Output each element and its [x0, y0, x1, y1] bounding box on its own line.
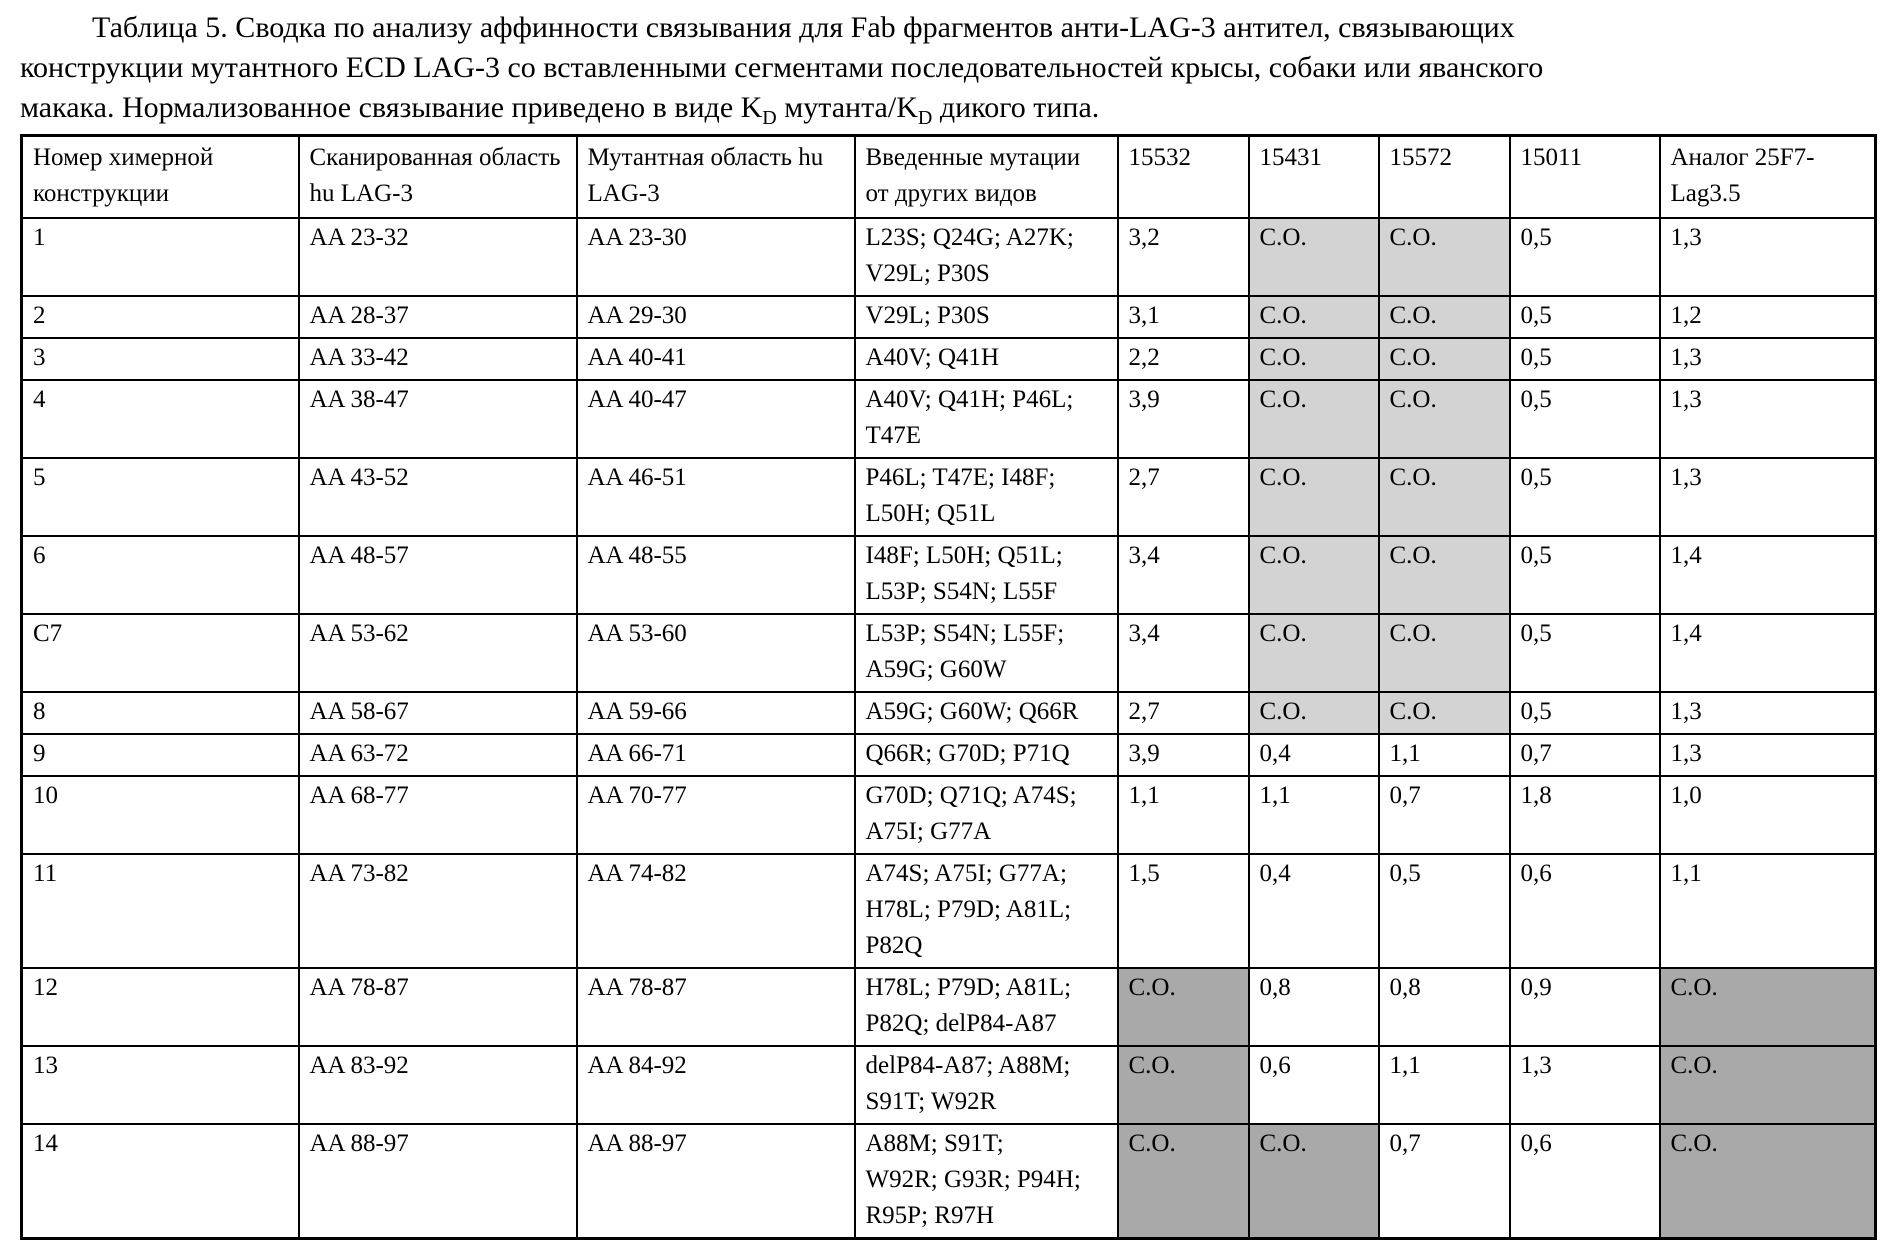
cell-mutant-region: AA 23-30 — [577, 218, 855, 296]
cell-mutations: A88M; S91T; W92R; G93R; P94H; R95P; R97H — [855, 1124, 1118, 1239]
cell-value: С.О. — [1118, 1124, 1249, 1239]
cell-value: 0,7 — [1379, 776, 1510, 854]
cell-scanned-region: AA 28-37 — [299, 296, 577, 338]
cell-scanned-region: AA 73-82 — [299, 854, 577, 968]
cell-value: 3,4 — [1118, 536, 1249, 614]
cell-construct-number: 10 — [22, 776, 299, 854]
cell-value: 0,4 — [1249, 734, 1379, 776]
cell-scanned-region: AA 33-42 — [299, 338, 577, 380]
cell-value: С.О. — [1379, 380, 1510, 458]
cell-mutant-region: AA 78-87 — [577, 968, 855, 1046]
caption-line-3 — [20, 88, 1865, 128]
cell-construct-number: C7 — [22, 614, 299, 692]
cell-value: 3,1 — [1118, 296, 1249, 338]
table-header — [22, 136, 1876, 219]
caption-line-1: Таблица 5. Сводка по анализу аффинности связывания для Fab фрагментов анти-LAG-3 антител, связывающих — [92, 11, 1515, 44]
cell-value: С.О. — [1249, 380, 1379, 458]
cell-value: С.О. — [1379, 692, 1510, 734]
cell-construct-number: 4 — [22, 380, 299, 458]
cell-value: С.О. — [1660, 968, 1876, 1046]
cell-value: 0,8 — [1249, 968, 1379, 1046]
table-row — [22, 692, 1876, 734]
cell-value: С.О. — [1379, 296, 1510, 338]
cell-construct-number: 11 — [22, 854, 299, 968]
cell-value: 0,5 — [1510, 536, 1660, 614]
column-header-construct-number: Номер химерной конструкции — [22, 136, 299, 219]
table-caption — [20, 8, 1865, 128]
cell-mutant-region: AA 66-71 — [577, 734, 855, 776]
cell-value: 0,6 — [1510, 854, 1660, 968]
cell-construct-number: 12 — [22, 968, 299, 1046]
cell-scanned-region: AA 78-87 — [299, 968, 577, 1046]
table-row — [22, 854, 1876, 968]
cell-value: 1,0 — [1660, 776, 1876, 854]
cell-mutations: A74S; A75I; G77A; H78L; P79D; A81L; P82Q — [855, 854, 1118, 968]
cell-mutant-region: AA 84-92 — [577, 1046, 855, 1124]
cell-construct-number: 2 — [22, 296, 299, 338]
cell-value: С.О. — [1379, 218, 1510, 296]
column-header-15532: 15532 — [1118, 136, 1249, 219]
cell-value: 1,3 — [1660, 380, 1876, 458]
cell-mutant-region: AA 46-51 — [577, 458, 855, 536]
cell-value: 3,9 — [1118, 734, 1249, 776]
cell-value: С.О. — [1249, 218, 1379, 296]
cell-construct-number: 9 — [22, 734, 299, 776]
cell-value: С.О. — [1660, 1124, 1876, 1239]
cell-value: С.О. — [1118, 968, 1249, 1046]
cell-construct-number: 14 — [22, 1124, 299, 1239]
cell-scanned-region: AA 38-47 — [299, 380, 577, 458]
cell-value: С.О. — [1249, 338, 1379, 380]
cell-scanned-region: AA 43-52 — [299, 458, 577, 536]
cell-value: 0,5 — [1510, 692, 1660, 734]
cell-value: 2,2 — [1118, 338, 1249, 380]
column-header-introduced-mutations: Введенные мутации от других видов — [855, 136, 1118, 219]
cell-scanned-region: AA 58-67 — [299, 692, 577, 734]
cell-value: 1,4 — [1660, 614, 1876, 692]
kd-subscript: D — [762, 107, 777, 129]
cell-mutant-region: AA 70-77 — [577, 776, 855, 854]
cell-value: 0,5 — [1510, 296, 1660, 338]
cell-value: 0,5 — [1510, 218, 1660, 296]
cell-value: С.О. — [1249, 458, 1379, 536]
cell-construct-number: 8 — [22, 692, 299, 734]
cell-value: С.О. — [1249, 536, 1379, 614]
table-row — [22, 776, 1876, 854]
cell-value: 1,3 — [1660, 218, 1876, 296]
kd-subscript: D — [917, 107, 933, 129]
cell-mutations: I48F; L50H; Q51L; L53P; S54N; L55F — [855, 536, 1118, 614]
cell-value: 1,1 — [1379, 734, 1510, 776]
cell-value: 3,4 — [1118, 614, 1249, 692]
cell-scanned-region: AA 68-77 — [299, 776, 577, 854]
table-row — [22, 218, 1876, 296]
affinity-table — [20, 134, 1877, 1240]
cell-value: 0,7 — [1379, 1124, 1510, 1239]
cell-value: С.О. — [1379, 536, 1510, 614]
cell-value: 0,8 — [1379, 968, 1510, 1046]
cell-value: 3,9 — [1118, 380, 1249, 458]
cell-mutations: A59G; G60W; Q66R — [855, 692, 1118, 734]
table-row — [22, 296, 1876, 338]
cell-construct-number: 1 — [22, 218, 299, 296]
cell-value: 0,5 — [1510, 614, 1660, 692]
cell-mutations: L23S; Q24G; A27K; V29L; P30S — [855, 218, 1118, 296]
cell-scanned-region: AA 88-97 — [299, 1124, 577, 1239]
cell-construct-number: 5 — [22, 458, 299, 536]
cell-value: С.О. — [1660, 1046, 1876, 1124]
cell-scanned-region: AA 48-57 — [299, 536, 577, 614]
cell-value: С.О. — [1249, 296, 1379, 338]
cell-value: 0,5 — [1510, 338, 1660, 380]
cell-value: 2,7 — [1118, 458, 1249, 536]
caption-line-3-text: макака. Нормализованное связывание приведено в виде K — [20, 91, 763, 124]
cell-scanned-region: AA 23-32 — [299, 218, 577, 296]
cell-mutations: A40V; Q41H; P46L; T47E — [855, 380, 1118, 458]
cell-value: 1,5 — [1118, 854, 1249, 968]
cell-mutations: delP84-A87; A88M; S91T; W92R — [855, 1046, 1118, 1124]
cell-mutations: G70D; Q71Q; A74S; A75I; G77A — [855, 776, 1118, 854]
cell-value: 1,1 — [1249, 776, 1379, 854]
cell-value: С.О. — [1249, 1124, 1379, 1239]
table-row — [22, 614, 1876, 692]
cell-value: 1,2 — [1660, 296, 1876, 338]
cell-mutant-region: AA 48-55 — [577, 536, 855, 614]
table-row — [22, 338, 1876, 380]
cell-value: С.О. — [1379, 338, 1510, 380]
caption-line-3-tail: дикого типа. — [932, 91, 1100, 124]
column-header-15431: 15431 — [1249, 136, 1379, 219]
cell-value: 0,5 — [1379, 854, 1510, 968]
table-row — [22, 536, 1876, 614]
header-row — [22, 136, 1876, 219]
cell-value: 0,5 — [1510, 380, 1660, 458]
column-header-analog-25f7: Аналог 25F7-Lag3.5 — [1660, 136, 1876, 219]
cell-value: 3,2 — [1118, 218, 1249, 296]
table-row — [22, 968, 1876, 1046]
cell-mutant-region: AA 53-60 — [577, 614, 855, 692]
cell-mutant-region: AA 74-82 — [577, 854, 855, 968]
cell-scanned-region: AA 63-72 — [299, 734, 577, 776]
cell-construct-number: 6 — [22, 536, 299, 614]
cell-mutant-region: AA 29-30 — [577, 296, 855, 338]
cell-value: С.О. — [1249, 614, 1379, 692]
cell-scanned-region: AA 53-62 — [299, 614, 577, 692]
cell-value: С.О. — [1249, 692, 1379, 734]
column-header-scanned-region: Сканированная область hu LAG-3 — [299, 136, 577, 219]
cell-mutations: V29L; P30S — [855, 296, 1118, 338]
cell-value: 0,4 — [1249, 854, 1379, 968]
cell-value: 1,3 — [1660, 458, 1876, 536]
column-header-15572: 15572 — [1379, 136, 1510, 219]
table-row — [22, 734, 1876, 776]
cell-value: 0,9 — [1510, 968, 1660, 1046]
cell-value: С.О. — [1379, 614, 1510, 692]
column-header-mutant-region: Мутантная область hu LAG-3 — [577, 136, 855, 219]
cell-mutant-region: AA 88-97 — [577, 1124, 855, 1239]
cell-value: С.О. — [1118, 1046, 1249, 1124]
cell-value: 0,6 — [1510, 1124, 1660, 1239]
cell-value: 1,1 — [1660, 854, 1876, 968]
table-row — [22, 380, 1876, 458]
cell-value: С.О. — [1379, 458, 1510, 536]
cell-value: 1,4 — [1660, 536, 1876, 614]
cell-value: 1,8 — [1510, 776, 1660, 854]
column-header-15011: 15011 — [1510, 136, 1660, 219]
cell-mutations: L53P; S54N; L55F; A59G; G60W — [855, 614, 1118, 692]
cell-scanned-region: AA 83-92 — [299, 1046, 577, 1124]
cell-construct-number: 13 — [22, 1046, 299, 1124]
table-row — [22, 1124, 1876, 1239]
cell-value: 1,3 — [1660, 338, 1876, 380]
cell-mutations: H78L; P79D; A81L; P82Q; delP84-A87 — [855, 968, 1118, 1046]
cell-value: 0,5 — [1510, 458, 1660, 536]
cell-value: 1,3 — [1510, 1046, 1660, 1124]
cell-value: 1,3 — [1660, 692, 1876, 734]
caption-line-3-mid: мутанта/K — [776, 91, 918, 124]
cell-value: 2,7 — [1118, 692, 1249, 734]
cell-value: 1,1 — [1118, 776, 1249, 854]
cell-value: 1,1 — [1379, 1046, 1510, 1124]
cell-value: 0,6 — [1249, 1046, 1379, 1124]
cell-value: 0,7 — [1510, 734, 1660, 776]
cell-mutant-region: AA 40-47 — [577, 380, 855, 458]
caption-line-2: конструкции мутантного ECD LAG-3 со вставленными сегментами последовательностей крысы, собаки или яванского — [20, 51, 1544, 84]
cell-mutations: A40V; Q41H — [855, 338, 1118, 380]
cell-mutant-region: AA 59-66 — [577, 692, 855, 734]
cell-value: 1,3 — [1660, 734, 1876, 776]
cell-mutations: Q66R; G70D; P71Q — [855, 734, 1118, 776]
cell-construct-number: 3 — [22, 338, 299, 380]
table-body — [22, 218, 1876, 1239]
cell-mutant-region: AA 40-41 — [577, 338, 855, 380]
table-row — [22, 1046, 1876, 1124]
cell-mutations: P46L; T47E; I48F; L50H; Q51L — [855, 458, 1118, 536]
table-row — [22, 458, 1876, 536]
